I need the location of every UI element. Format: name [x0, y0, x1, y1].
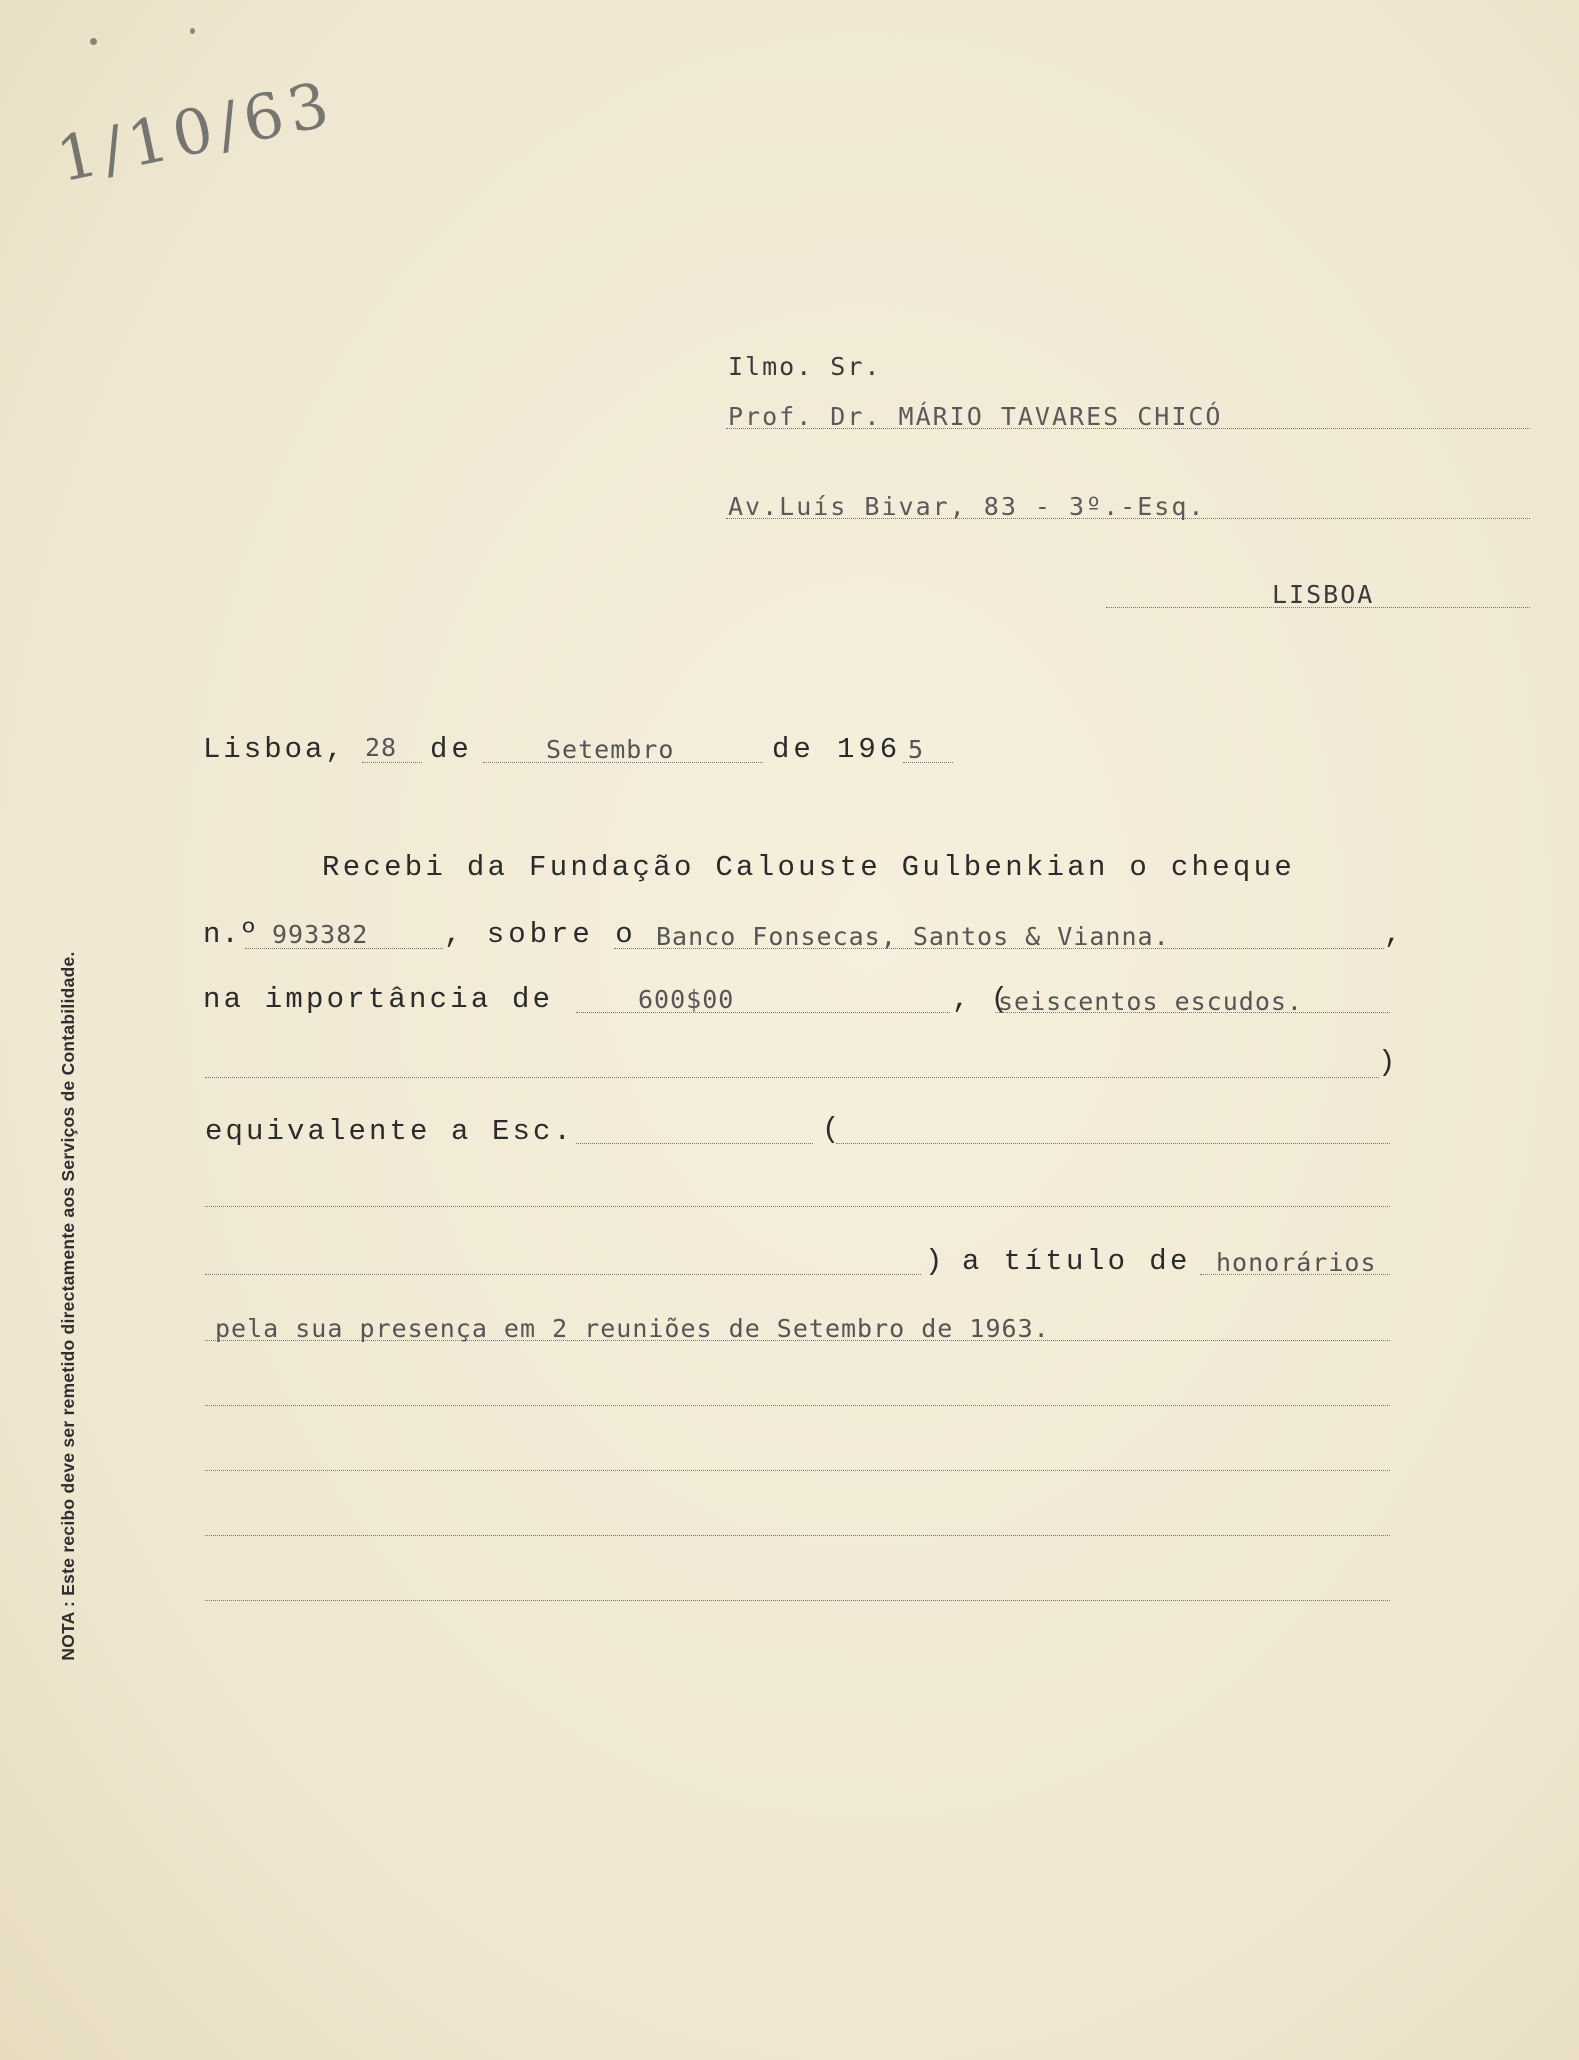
amount-line: [576, 1012, 950, 1013]
sobre-label: , sobre o: [444, 918, 637, 951]
bank-comma: ,: [1384, 918, 1406, 951]
date-place: Lisboa,: [203, 733, 346, 766]
paren-close: ): [1378, 1046, 1400, 1079]
paren-close-2: ): [925, 1245, 947, 1278]
speck: [90, 38, 97, 45]
addressee-name: Prof. Dr. MÁRIO TAVARES CHICÓ: [728, 402, 1223, 431]
handwritten-date: 1/10/63: [50, 66, 341, 197]
amount-words-line-2: [205, 1077, 1379, 1078]
blank-line-1: [205, 1206, 1390, 1207]
salutation: Ilmo. Sr.: [728, 352, 882, 381]
date-month: Setembro: [546, 735, 675, 764]
receipt-line-1: Recebi da Fundação Calouste Gulbenkian o cheque: [322, 851, 1296, 884]
blank-line-5: [205, 1600, 1390, 1601]
amount: 600$00: [638, 985, 735, 1014]
addressee-address: Av.Luís Bivar, 83 - 3º.-Esq.: [728, 492, 1206, 521]
cheque-no-label: n.º: [203, 918, 259, 951]
importancia-label: na importância de: [203, 983, 554, 1016]
equivalente-label: equivalente a Esc.: [205, 1115, 575, 1148]
date-year-prefix: 196: [837, 733, 902, 766]
date-de-1: de: [430, 733, 473, 766]
date-de-2: de: [772, 733, 815, 766]
amount-words: seiscentos escudos.: [998, 987, 1303, 1016]
paren-open: (: [822, 1113, 844, 1146]
date-day: 28: [365, 733, 398, 762]
titulo: honorários: [1216, 1248, 1377, 1277]
cheque-number: 993382: [272, 920, 369, 949]
a-titulo-label: a título de: [962, 1245, 1191, 1278]
day-line: [362, 762, 422, 763]
purpose: pela sua presença em 2 reuniões de Setembro de 1963.: [215, 1314, 1050, 1343]
addressee-city: LISBOA: [1272, 580, 1375, 609]
blank-line-3: [205, 1470, 1390, 1471]
paren-open-comma: , (: [952, 983, 1011, 1016]
margin-note: NOTA : Este recibo deve ser remetido directamente aos Serviços de Contabilidade.: [58, 951, 78, 1661]
date-year-digit: 5: [908, 735, 925, 764]
equivalente-words-line: [836, 1143, 1390, 1144]
equivalente-words-line-2: [205, 1274, 921, 1275]
esc-line: [576, 1143, 813, 1144]
blank-line-4: [205, 1535, 1390, 1536]
blank-line-2: [205, 1405, 1390, 1406]
bank-name: Banco Fonsecas, Santos & Vianna.: [656, 922, 1170, 951]
speck: [190, 28, 195, 34]
